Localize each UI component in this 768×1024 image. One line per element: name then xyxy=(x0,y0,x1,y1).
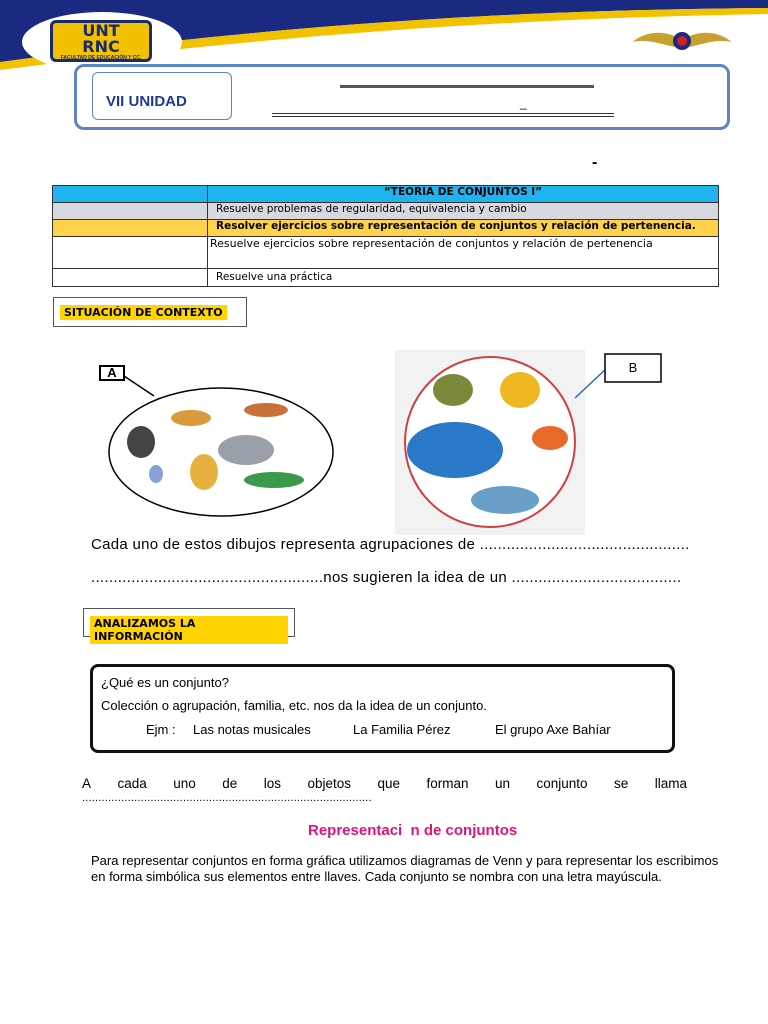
example-item: La Familia Pérez xyxy=(353,722,451,737)
example-item: Las notas musicales xyxy=(193,722,311,737)
set-a-diagram xyxy=(96,362,346,522)
title-line-3 xyxy=(272,116,614,117)
sentence-word: uno xyxy=(173,776,196,791)
title-line-2 xyxy=(272,113,614,114)
table-row-capacity: Resolver ejercicios sobre representación de conjuntos y relación de pertenencia. xyxy=(208,220,719,237)
title-line-1 xyxy=(340,85,594,88)
table-title: “TEORIA DE CONJUNTOS I” xyxy=(208,186,719,203)
sentence-word: se xyxy=(614,776,629,791)
sentence-word: que xyxy=(377,776,401,791)
sentence-word: objetos xyxy=(307,776,352,791)
example-item: El grupo Axe Bahíar xyxy=(495,722,611,737)
faculty-emblem xyxy=(630,26,734,56)
sentence-word: un xyxy=(494,776,511,791)
unit-table xyxy=(52,185,719,287)
context-section-label: SITUACIÓN DE CONTEXTO xyxy=(60,305,227,320)
sentence-word: de xyxy=(222,776,238,791)
representation-heading: Representaci n de conjuntos xyxy=(308,822,518,839)
elements-sentence xyxy=(82,776,687,791)
university-logo: UNT RNC FACULTAD DE EDUCACIÓN Y CC. xyxy=(50,20,152,62)
analysis-section-tag xyxy=(83,608,295,643)
fill-blank-dots: ......................................................................................... xyxy=(82,792,372,804)
stray-dash: - xyxy=(592,154,598,171)
dash-mark: _ xyxy=(520,96,527,110)
table-row-competence: Resuelve problemas de regularidad, equivalencia y cambio xyxy=(208,203,719,220)
sentence-word: los xyxy=(263,776,281,791)
example-label: Ejm : xyxy=(146,722,176,737)
table-row-activity: Resuelve una práctica xyxy=(208,269,719,287)
set-a-label: A xyxy=(107,365,117,380)
sentence-word: forman xyxy=(426,776,469,791)
concept-question: ¿Qué es un conjunto? xyxy=(101,675,229,690)
set-b-label: B xyxy=(628,360,638,375)
analysis-section-label: ANALIZAMOS LA INFORMACIÓN xyxy=(90,616,288,644)
concept-definition: Colección o agrupación, familia, etc. nos da la idea de un conjunto. xyxy=(101,698,487,713)
unit-label: VII UNIDAD xyxy=(106,93,187,110)
context-sentence-1: Cada uno de estos dibujos representa agrupaciones de ............................................... xyxy=(91,536,690,553)
table-row-performance: Resuelve ejercicios sobre representación de conjuntos y relación de pertenencia xyxy=(208,237,719,269)
context-sentence-2: ....................................................nos sugieren la idea de un ...................................... xyxy=(91,569,682,586)
sentence-word: conjunto xyxy=(536,776,588,791)
context-section-tag xyxy=(53,297,247,327)
sentence-word: A xyxy=(82,776,92,791)
sentence-word: cada xyxy=(117,776,147,791)
representation-paragraph: Para representar conjuntos en forma gráfica utilizamos diagramas de Venn y para representar los escribimos en forma simbólica sus elementos entre llaves. Cada conjunto se nombra con una letra mayúscula. xyxy=(91,853,719,884)
sentence-word: llama xyxy=(654,776,687,791)
